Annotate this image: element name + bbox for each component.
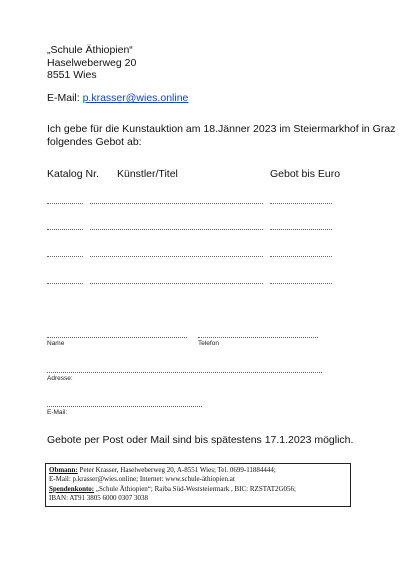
bid-amount-field[interactable] xyxy=(270,256,332,257)
account-label: Spendenkonto: xyxy=(49,484,95,493)
footer-box xyxy=(45,463,351,507)
footer-account-line xyxy=(49,485,350,494)
footer-contact-line: E-Mail: p.krasser@wies.online; Internet: www.schule-äthiopien.at xyxy=(49,475,235,484)
name-field[interactable] xyxy=(47,337,187,338)
intro-line-1: Ich gebe für die Kunstauktion am 18.Jänner 2023 im Steiermarkhof in Graz xyxy=(47,123,396,135)
intro-text xyxy=(47,123,395,148)
email-link[interactable]: p.krasser@wies.online xyxy=(82,92,189,104)
bid-amount-field[interactable] xyxy=(270,203,332,204)
name-label: Name xyxy=(47,340,65,347)
email-field[interactable] xyxy=(47,406,202,407)
catalog-number-field[interactable] xyxy=(47,203,83,204)
deadline-note: Gebote per Post oder Mail sind bis spätestens 17.1.2023 möglich. xyxy=(47,434,354,446)
address-street: Haselweberweg 20 xyxy=(47,56,137,69)
footer-chair-line xyxy=(49,466,350,475)
artist-title-field[interactable] xyxy=(90,229,263,230)
header-artist: Künstler/Titel xyxy=(117,168,178,180)
intro-line-2: folgendes Gebot ab: xyxy=(47,135,142,148)
catalog-number-field[interactable] xyxy=(47,256,83,257)
address-label: Adresse: xyxy=(47,375,73,382)
phone-label: Telefon xyxy=(198,340,219,347)
email-line xyxy=(47,92,188,104)
artist-title-field[interactable] xyxy=(90,203,263,204)
account-text: „Schule Äthiopien“; Raiba Süd-Weststeiermark , BIC: RZSTAT2G056; xyxy=(94,484,296,493)
bid-amount-field[interactable] xyxy=(270,283,332,284)
header-bid: Gebot bis Euro xyxy=(270,168,341,180)
artist-title-field[interactable] xyxy=(90,256,263,257)
footer-iban-line: IBAN: AT91 3805 6000 0307 3038 xyxy=(49,493,148,502)
address-city: 8551 Wies xyxy=(47,69,97,81)
catalog-number-field[interactable] xyxy=(47,283,83,284)
catalog-number-field[interactable] xyxy=(47,229,83,230)
chair-label: Obmann: xyxy=(49,466,78,474)
sender-address xyxy=(47,44,136,82)
email-field-label: E-Mail: xyxy=(47,409,68,416)
bid-amount-field[interactable] xyxy=(270,229,332,230)
chair-text: Peter Krasser, Haselweberweg 20, A-8551 Wies; Tel. 0699-11884444; xyxy=(77,466,276,474)
phone-field[interactable] xyxy=(198,337,318,338)
header-catalog: Katalog Nr. xyxy=(47,168,99,180)
artist-title-field[interactable] xyxy=(90,283,263,284)
address-name: „Schule Äthiopien“ xyxy=(47,44,133,56)
email-label: E-Mail: xyxy=(47,92,83,104)
address-field[interactable] xyxy=(47,372,322,373)
